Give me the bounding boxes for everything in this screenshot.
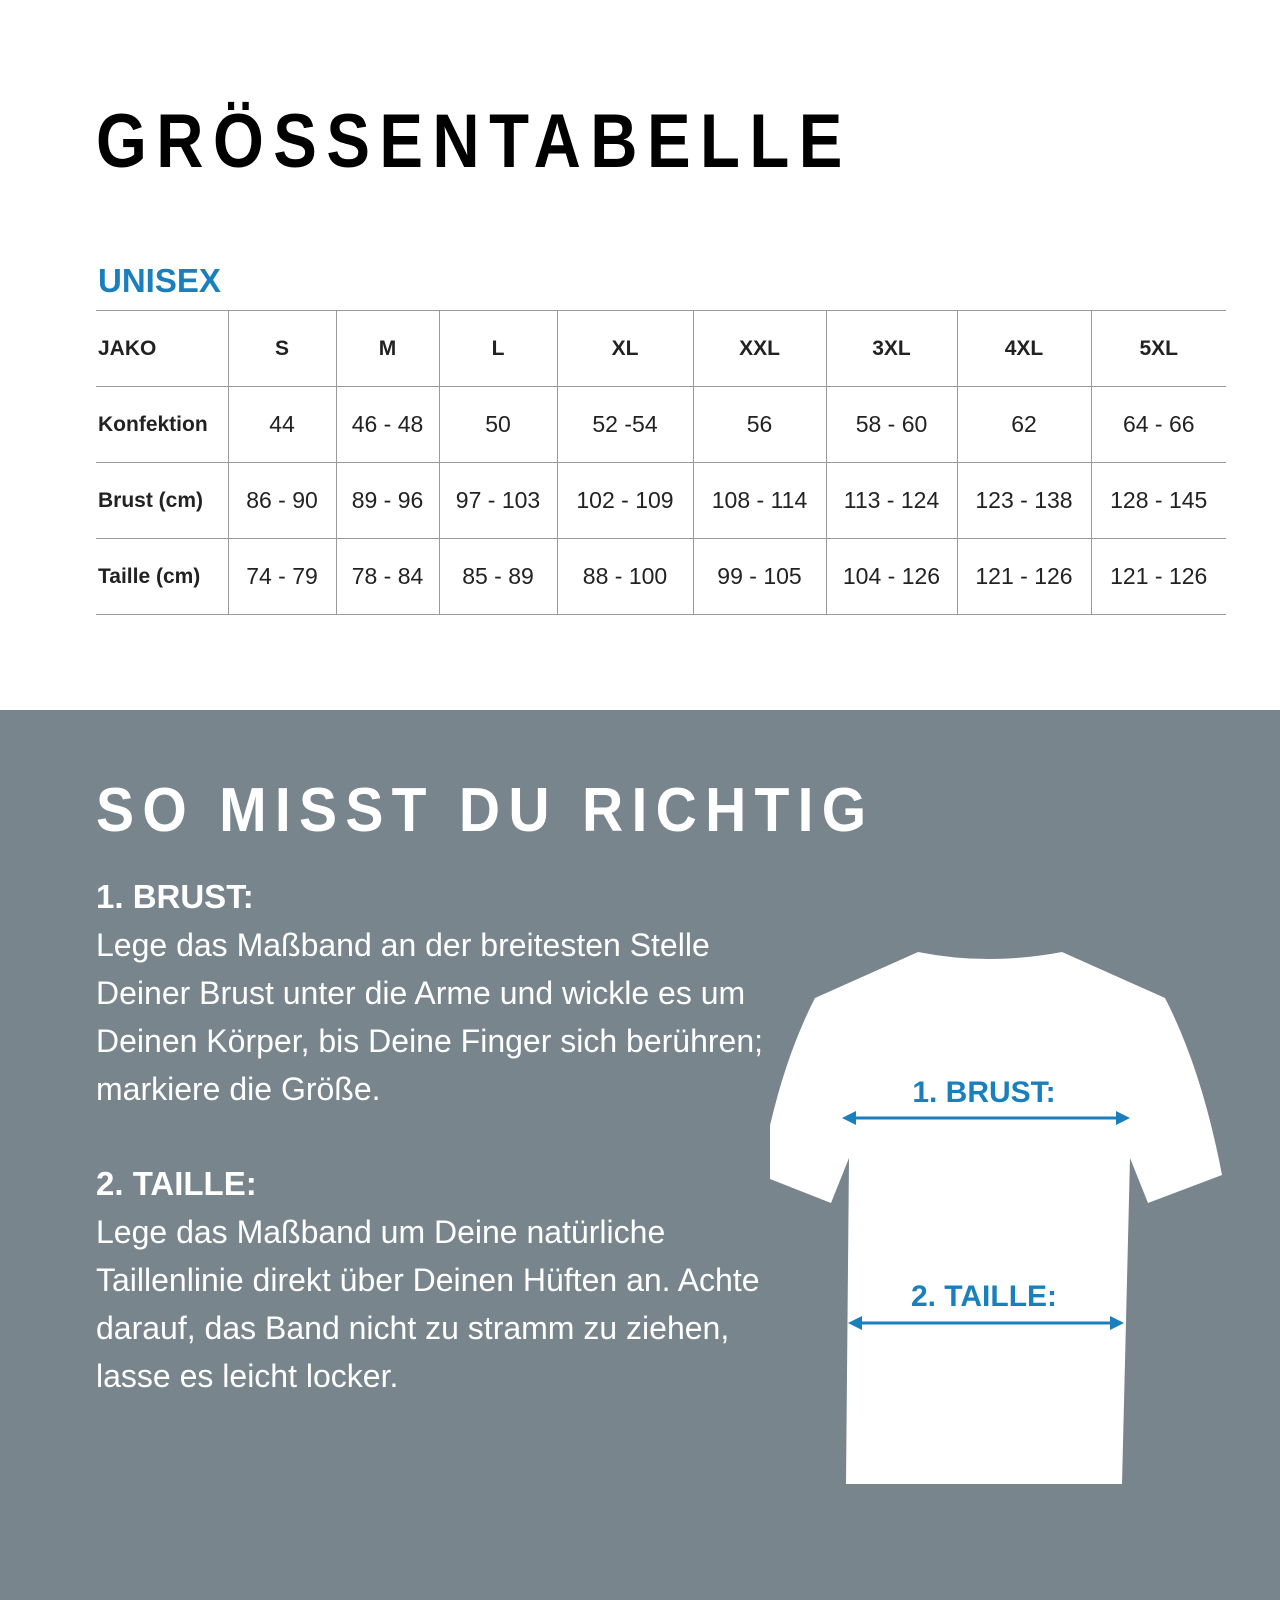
size-header: L <box>439 311 557 387</box>
table-cell: 86 - 90 <box>228 463 336 539</box>
table-row <box>96 539 1226 615</box>
size-header: XXL <box>693 311 826 387</box>
table-cell: 121 - 126 <box>1091 539 1226 615</box>
size-header: 3XL <box>826 311 957 387</box>
size-chart-section <box>0 0 1280 710</box>
table-cell: 46 - 48 <box>336 387 439 463</box>
page-title: GRÖSSENTABELLE <box>96 99 852 184</box>
measuring-guide-section <box>0 710 1280 1600</box>
t-shirt-icon <box>770 950 1250 1500</box>
table-cell: 108 - 114 <box>693 463 826 539</box>
row-label: Konfektion <box>96 387 228 463</box>
table-cell: 85 - 89 <box>439 539 557 615</box>
table-cell: 78 - 84 <box>336 539 439 615</box>
row-label: Brust (cm) <box>96 463 228 539</box>
table-cell: 64 - 66 <box>1091 387 1226 463</box>
step-text-chest: Lege das Maßband an der breitesten Stelle Deiner Brust unter die Arme und wickle es um Deinen Körper, bis Deine Finger sich berühren; markiere die Größe. <box>96 927 764 1107</box>
table-cell: 113 - 124 <box>826 463 957 539</box>
table-row <box>96 387 1226 463</box>
table-cell: 58 - 60 <box>826 387 957 463</box>
table-row <box>96 463 1226 539</box>
waist-label: 2. TAILLE: <box>910 1280 1058 1313</box>
size-header: M <box>336 311 439 387</box>
step-heading-chest: 1. BRUST: <box>96 878 254 915</box>
table-cell: 74 - 79 <box>228 539 336 615</box>
table-cell: 89 - 96 <box>336 463 439 539</box>
table-subtitle: UNISEX <box>98 262 221 299</box>
table-cell: 121 - 126 <box>957 539 1091 615</box>
table-header-row <box>96 311 1226 387</box>
chest-label: 1. BRUST: <box>912 1076 1056 1109</box>
table-cell: 62 <box>957 387 1091 463</box>
table-cell: 102 - 109 <box>557 463 693 539</box>
row-label: Taille (cm) <box>96 539 228 615</box>
guide-title: SO MISST DU RICHTIG <box>96 776 875 845</box>
size-header: 4XL <box>957 311 1091 387</box>
size-table <box>96 310 1226 615</box>
size-header: S <box>228 311 336 387</box>
table-corner-label: JAKO <box>96 311 228 387</box>
table-cell: 56 <box>693 387 826 463</box>
table-cell: 52 -54 <box>557 387 693 463</box>
table-cell: 97 - 103 <box>439 463 557 539</box>
table-cell: 50 <box>439 387 557 463</box>
size-header: 5XL <box>1091 311 1226 387</box>
step-text-waist: Lege das Maßband um Deine natürliche Taillenlinie direkt über Deinen Hüften an. Achte darauf, das Band nicht zu stramm zu ziehen, lasse es leicht locker. <box>96 1214 760 1394</box>
table-cell: 123 - 138 <box>957 463 1091 539</box>
step-heading-waist: 2. TAILLE: <box>96 1165 257 1202</box>
table-cell: 128 - 145 <box>1091 463 1226 539</box>
table-cell: 99 - 105 <box>693 539 826 615</box>
size-header: XL <box>557 311 693 387</box>
t-shirt-shape <box>770 952 1222 1484</box>
table-cell: 88 - 100 <box>557 539 693 615</box>
table-cell: 44 <box>228 387 336 463</box>
table-cell: 104 - 126 <box>826 539 957 615</box>
